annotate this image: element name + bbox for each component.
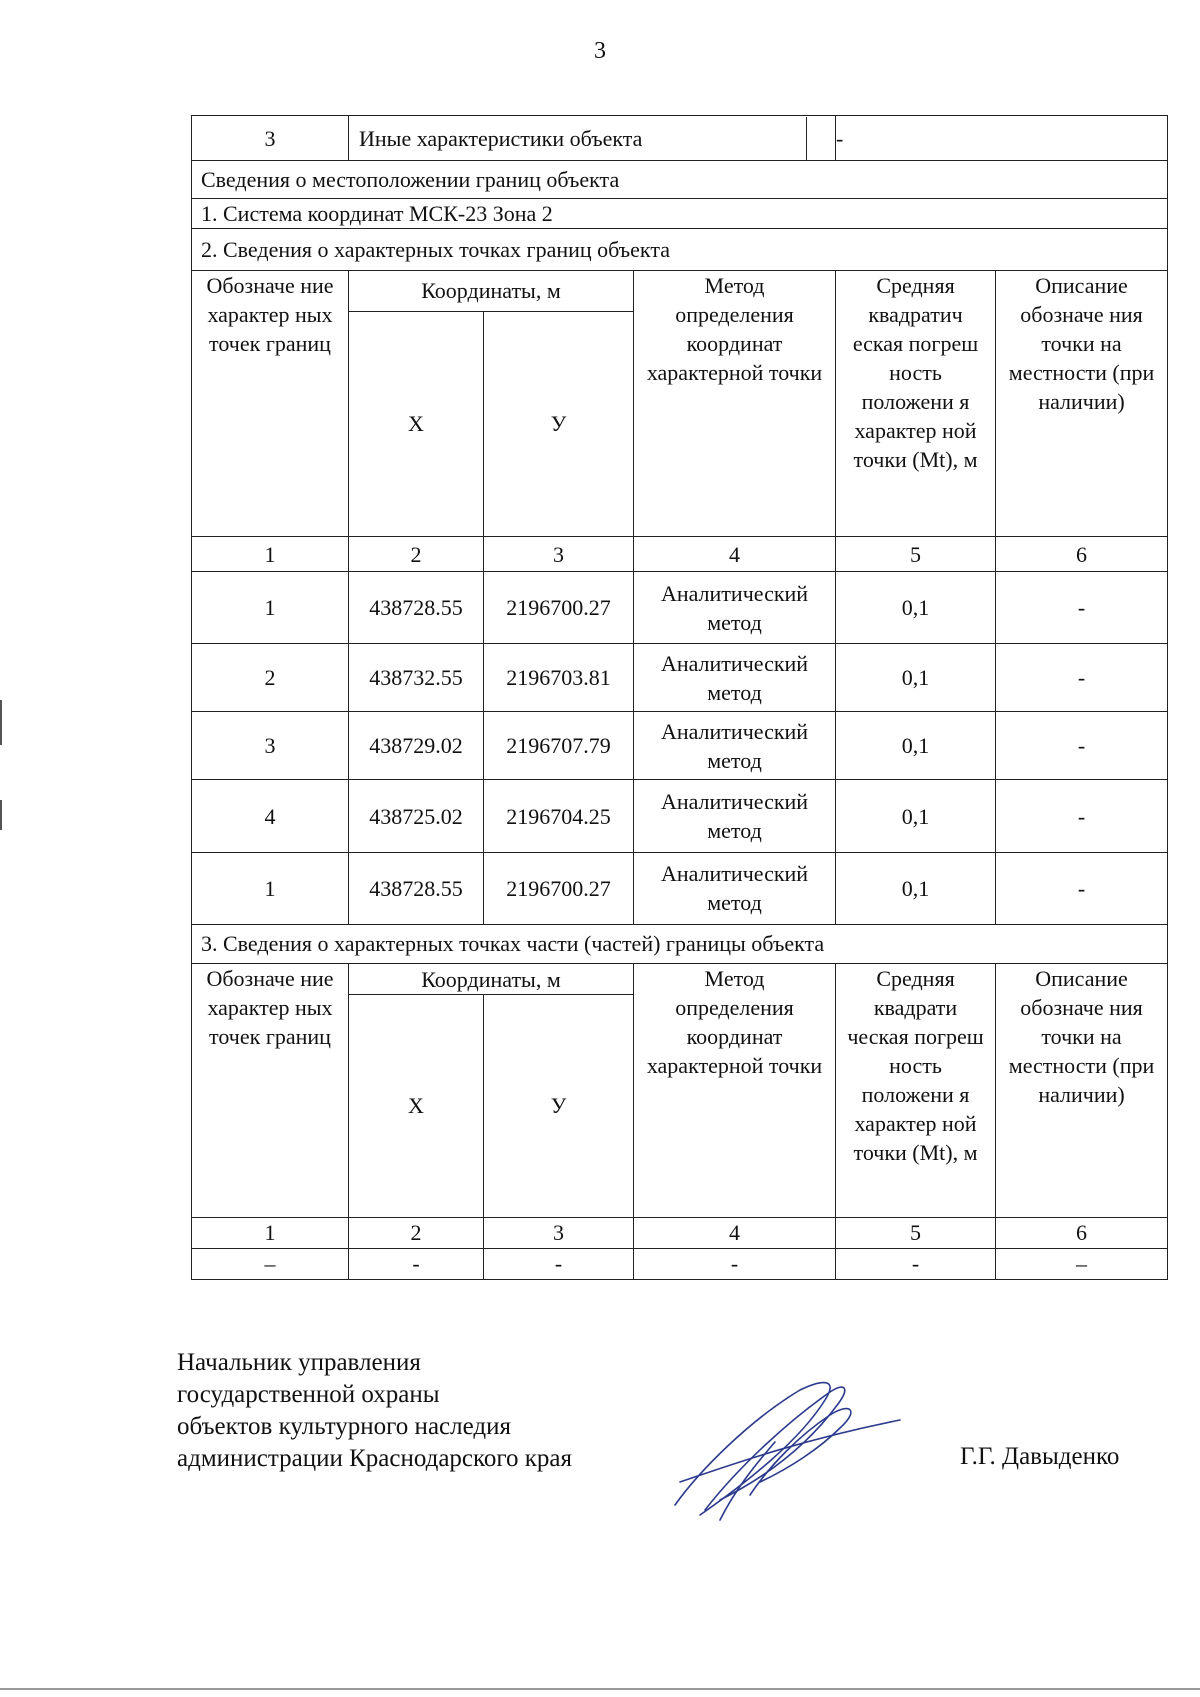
point-method: Аналитический метод xyxy=(634,712,836,780)
point-description: - xyxy=(996,780,1168,852)
header-coordinates: Координаты, м xyxy=(349,270,634,311)
point-error: 0,1 xyxy=(836,572,996,644)
point-x: 438725.02 xyxy=(349,780,484,852)
header-designation: Обозначе ние характер ных точек границ xyxy=(192,270,349,536)
boundary-description-table xyxy=(191,115,1168,1280)
point-description: - xyxy=(996,644,1168,712)
point-method: Аналитический метод xyxy=(634,572,836,644)
table-row xyxy=(192,644,1168,712)
column-number: 6 xyxy=(996,1217,1168,1248)
point-error: 0,1 xyxy=(836,712,996,780)
point-description: - xyxy=(996,572,1168,644)
point-x: 438729.02 xyxy=(349,712,484,780)
header-designation: Обозначе ние характер ных точек границ xyxy=(192,964,349,1218)
point-id: 3 xyxy=(192,712,349,780)
header-error: Средняя квадрати ческая погреш ность положени я характер ной точки (Mt), м xyxy=(836,964,996,1218)
empty-cell: – xyxy=(192,1248,349,1279)
point-error: 0,1 xyxy=(836,852,996,924)
section-3-title: 3. Сведения о характерных точках части (частей) границы объекта xyxy=(192,924,1168,963)
table-row xyxy=(192,924,1168,963)
empty-cell: - xyxy=(484,1248,634,1279)
column-number: 1 xyxy=(192,1217,349,1248)
point-error: 0,1 xyxy=(836,644,996,712)
header-x: Х xyxy=(349,312,484,537)
point-y: 2196700.27 xyxy=(484,572,634,644)
column-number: 3 xyxy=(484,1217,634,1248)
row-label-text: Иные характеристики объекта xyxy=(359,125,643,151)
signatory-name: Г.Г. Давыденко xyxy=(960,1443,1120,1470)
page-number: 3 xyxy=(594,38,606,64)
point-method: Аналитический метод xyxy=(634,852,836,924)
empty-cell: - xyxy=(349,1248,484,1279)
point-y: 2196707.79 xyxy=(484,712,634,780)
handwritten-signature xyxy=(660,1370,910,1530)
section-2-title: 2. Сведения о характерных точках границ объекта xyxy=(192,229,1168,270)
column-number: 5 xyxy=(836,536,996,571)
column-number: 1 xyxy=(192,536,349,571)
empty-cell: - xyxy=(634,1248,836,1279)
table-row xyxy=(192,229,1168,270)
point-x: 438728.55 xyxy=(349,852,484,924)
table-row xyxy=(192,572,1168,644)
column-number-row xyxy=(192,1217,1168,1248)
column-number: 3 xyxy=(484,536,634,571)
header-y: У xyxy=(484,312,634,537)
point-method: Аналитический метод xyxy=(634,644,836,712)
header-method: Метод определения координат характерной точки xyxy=(634,964,836,1218)
coordinate-system: 1. Система координат МСК-23 Зона 2 xyxy=(192,198,1168,229)
signatory-title-line: Начальник управления xyxy=(177,1349,421,1376)
header-error: Средняя квадратич еская погреш ность положени я характер ной точки (Mt), м xyxy=(836,270,996,536)
header-x: Х xyxy=(349,995,484,1218)
point-method: Аналитический метод xyxy=(634,780,836,852)
point-x: 438728.55 xyxy=(349,572,484,644)
signatory-title xyxy=(177,1347,572,1475)
signatory-title-line: объектов культурного наследия xyxy=(177,1413,511,1440)
point-error: 0,1 xyxy=(836,780,996,852)
table-row xyxy=(192,1248,1168,1279)
header-row xyxy=(192,964,1168,995)
header-description: Описание обозначе ния точки на местности (при наличии) xyxy=(996,270,1168,536)
table-row xyxy=(192,780,1168,852)
point-id: 1 xyxy=(192,852,349,924)
column-number: 2 xyxy=(349,536,484,571)
column-number: 4 xyxy=(634,536,836,571)
table-row xyxy=(192,712,1168,780)
point-id: 4 xyxy=(192,780,349,852)
header-y: У xyxy=(484,995,634,1218)
signatory-title-line: государственной охраны xyxy=(177,1381,440,1408)
point-y: 2196700.27 xyxy=(484,852,634,924)
signatory-title-line: администрации Краснодарского края xyxy=(177,1445,573,1472)
point-description: - xyxy=(996,852,1168,924)
header-row xyxy=(192,270,1168,311)
point-y: 2196704.25 xyxy=(484,780,634,852)
row-number: 3 xyxy=(192,116,349,161)
point-description: - xyxy=(996,712,1168,780)
location-header: Сведения о местоположении границ объекта xyxy=(192,161,1168,198)
column-number: 2 xyxy=(349,1217,484,1248)
header-method: Метод определения координат характерной точки xyxy=(634,270,836,536)
page-bottom-edge xyxy=(0,1688,1200,1690)
column-number: 6 xyxy=(996,536,1168,571)
row-value: - xyxy=(836,116,1168,161)
empty-cell: – xyxy=(996,1248,1168,1279)
header-coordinates: Координаты, м xyxy=(349,964,634,995)
row-label xyxy=(349,116,836,161)
empty-cell: - xyxy=(836,1248,996,1279)
column-number: 5 xyxy=(836,1217,996,1248)
column-number: 4 xyxy=(634,1217,836,1248)
table-row xyxy=(192,198,1168,229)
point-id: 2 xyxy=(192,644,349,712)
point-x: 438732.55 xyxy=(349,644,484,712)
table-row xyxy=(192,161,1168,198)
header-description: Описание обозначе ния точки на местности (при наличии) xyxy=(996,964,1168,1218)
scan-edge-mark xyxy=(0,700,2,745)
scan-edge-mark xyxy=(0,800,2,830)
table-row xyxy=(192,852,1168,924)
table-row xyxy=(192,116,1168,161)
point-y: 2196703.81 xyxy=(484,644,634,712)
column-number-row xyxy=(192,536,1168,571)
point-id: 1 xyxy=(192,572,349,644)
